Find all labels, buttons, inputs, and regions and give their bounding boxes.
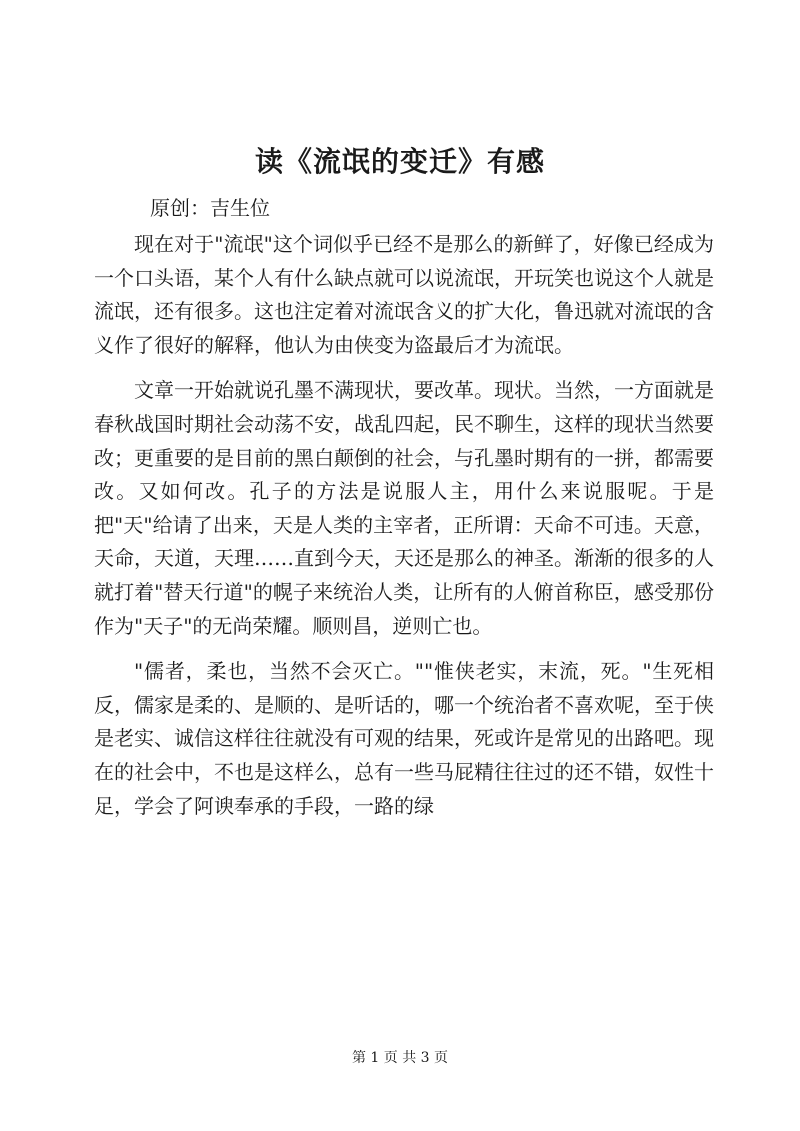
- author-line: 原创：吉生位: [150, 196, 270, 220]
- paragraph: 现在对于"流氓"这个词似乎已经不是那么的新鲜了，好像已经成为一个口头语，某个人有什么缺点就可以说流氓，开玩笑也说这个人就是流氓，还有很多。这也注定着对流氓含义的扩大化，鲁迅就对流氓的含义作了很好的解释，他认为由侠变为盗最后才为流氓。: [94, 232, 714, 357]
- page-footer: 第 1 页 共 3 页: [351, 1050, 449, 1066]
- document-body: [94, 228, 714, 835]
- paragraph: 文章一开始就说孔墨不满现状，要改革。现状。当然，一方面就是春秋战国时期社会动荡不安，战乱四起，民不聊生，这样的现状当然要改；更重要的是目前的黑白颠倒的社会，与孔墨时期有的一拼，都需要改。又如何改。孔子的方法是说服人主，用什么来说服呢。于是把"天"给请了出来，天是人类的主宰者，正所谓：天命不可违。天意，天命，天道，天理……直到今天，天还是那么的神圣。渐渐的很多的人就打着"替天行道"的幌子来统治人类，让所有的人俯首称臣，感受那份作为"天子"的无尚荣耀。顺则昌，逆则亡也。: [94, 378, 714, 638]
- document-title: 读《流氓的变迁》有感: [254, 145, 545, 178]
- paragraph: "儒者，柔也，当然不会灭亡。""惟侠老实，末流，死。"生死相反，儒家是柔的、是顺的、是听话的，哪一个统治者不喜欢呢，至于侠是老实、诚信这样往往就没有可观的结果，死或许是常见的出路吧。现在的社会中，不也是这样么，总有一些马屁精往往过的还不错，奴性十足，学会了阿谀奉承的手段，一路的绿: [94, 659, 714, 818]
